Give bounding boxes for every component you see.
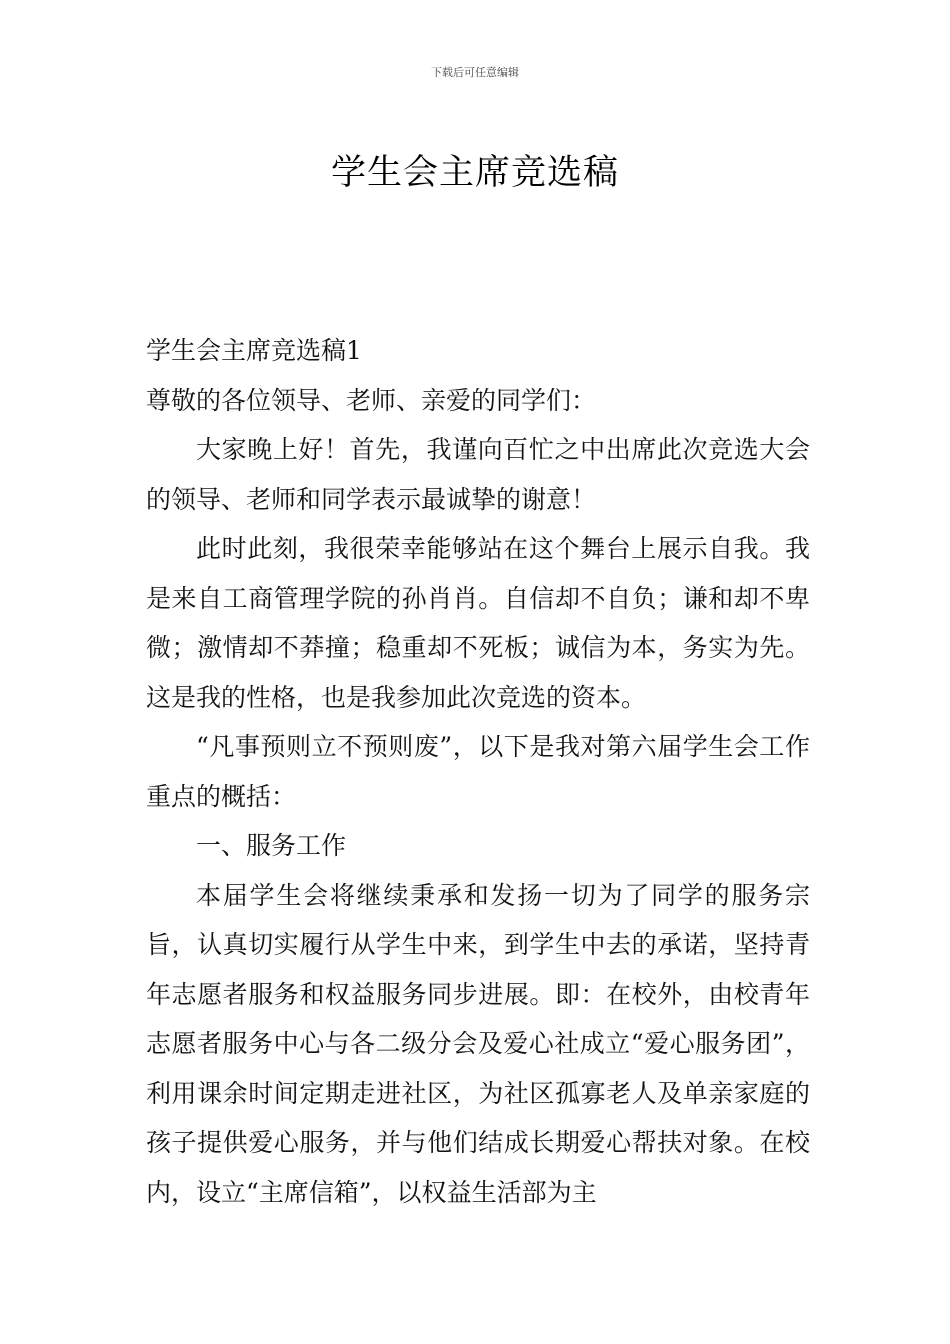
- section-heading: 学生会主席竞选稿1: [146, 336, 362, 365]
- paragraph-greeting: 大家晚上好！首先，我谨向百忙之中出席此次竞选大会的领导、老师和同学表示最诚挚的谢意！: [146, 435, 810, 514]
- document-body: [146, 326, 810, 1217]
- paragraph-service-work: 本届学生会将继续秉承和发扬一切为了同学的服务宗旨，认真切实履行从学生中来，到学生中去的承诺，坚持青年志愿者服务和权益服务同步进展。即：在校外，由校青年志愿者服务中心与各二级分会及爱心社成立“爱心服务团”，利用课余时间定期走进社区，为社区孤寡老人及单亲家庭的孩子提供爱心服务，并与他们结成长期爱心帮扶对象。在校内，设立“主席信箱”，以权益生活部为主: [146, 880, 810, 1207]
- document-title: 学生会主席竞选稿: [330, 153, 619, 194]
- salutation: 尊敬的各位领导、老师、亲爱的同学们：: [146, 385, 597, 415]
- subheading-service-work: 一、服务工作: [196, 831, 347, 860]
- paragraph-self-introduction: 此时此刻，我很荣幸能够站在这个舞台上展示自我。我是来自工商管理学院的孙肖肖。自信却不自负；谦和却不卑微；激情却不莽撞；稳重却不死板；诚信为本，务实为先。这是我的性格，也是我参加此次竞选的资本。: [146, 534, 810, 712]
- paragraph-work-overview: “凡事预则立不预则废”，以下是我对第六届学生会工作重点的概括：: [146, 732, 810, 811]
- header-note: 下载后可任意编辑: [431, 66, 519, 79]
